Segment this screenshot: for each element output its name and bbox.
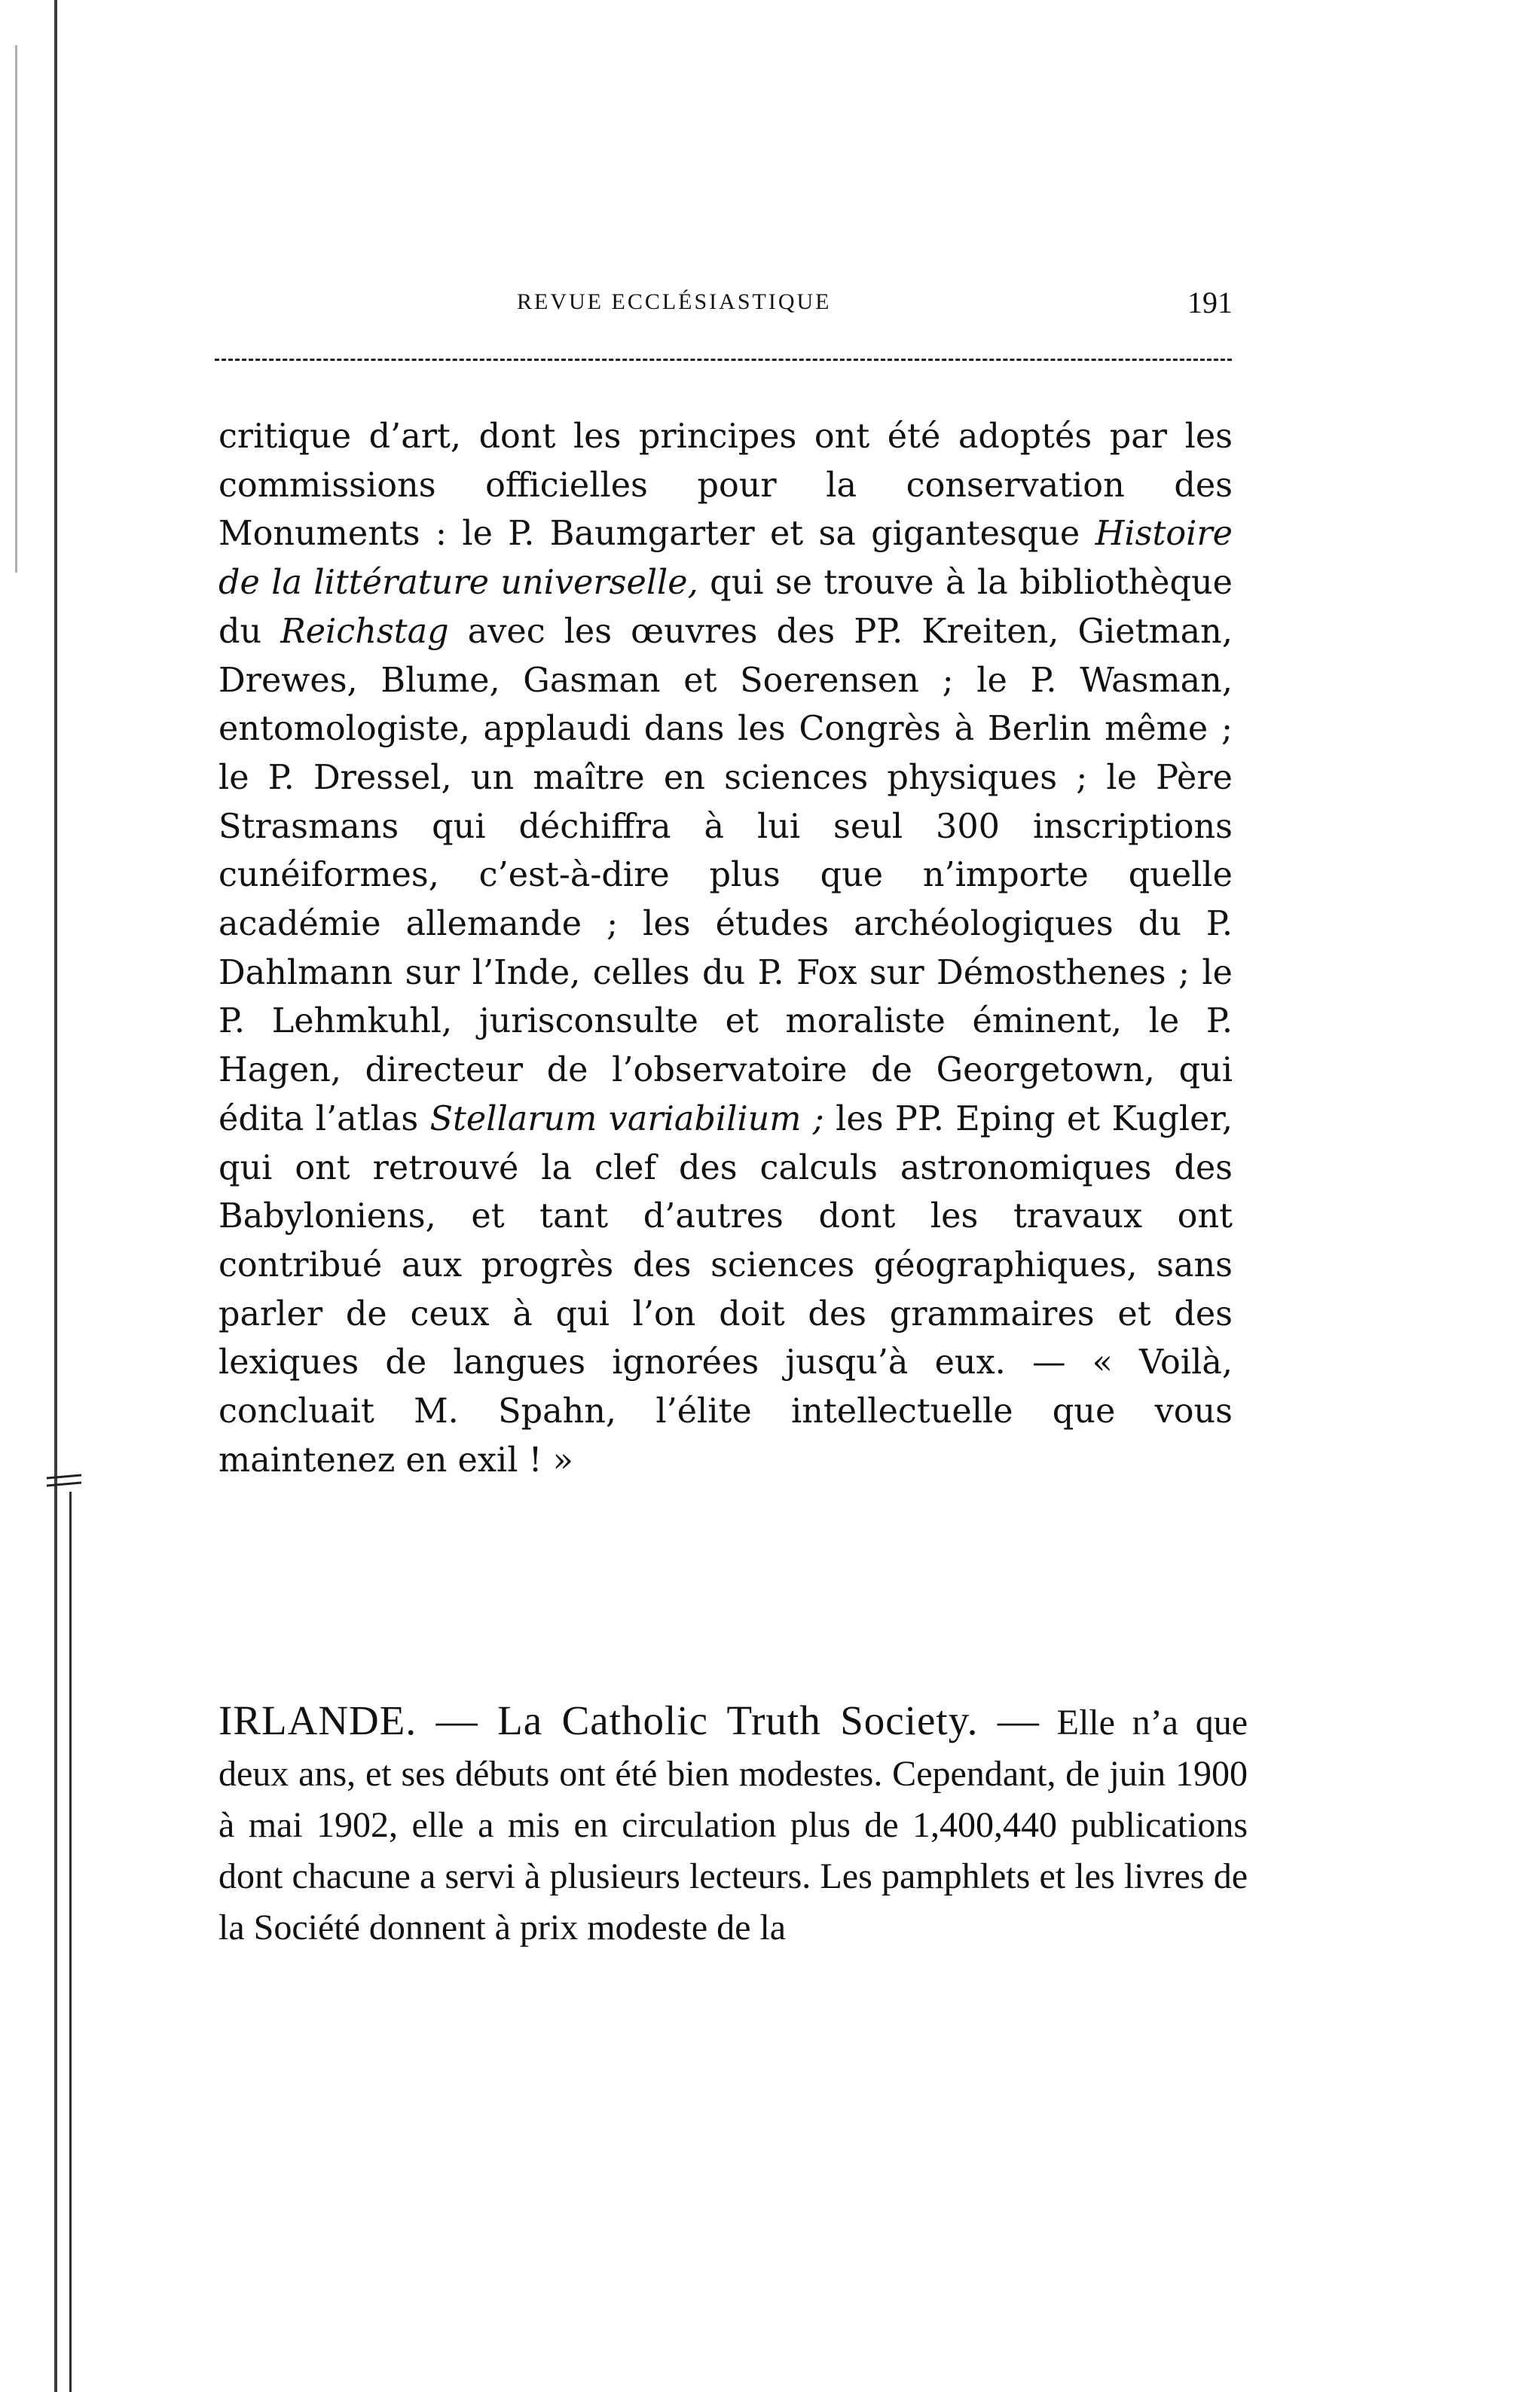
page-number: 191 (1187, 286, 1233, 319)
binding-edge-line-lower (69, 1492, 72, 2392)
atlas-title: Stellarum variabilium ; (429, 1099, 824, 1138)
paragraph-1-text-c: avec les œuvres des PP. Kreiten, Gietman, Drewes, Blume, Gasman et Soerensen ; le P. Wasman, entomologiste, applaudi dans les Congrès à Berlin même ; le P. Dressel, un maître en sciences physiques ; le Père Strasmans qui déchiffra à lui seul 300 inscriptions cunéiformes, c’est-à-dire plus que n’importe quelle académie allemande ; les études archéologiques du P. Dahlmann sur l’Inde, celles du P. Fox sur Démosthenes ; le P. Lehmkuhl, jurisconsulte et moraliste éminent, le P. Hagen, directeur de l’observatoire de Georgetown, qui édita l’atlas (218, 612, 1233, 1138)
running-title: REVUE ECCLÉSIASTIQUE (517, 289, 832, 314)
paragraph-2 (218, 1695, 1248, 1954)
binding-edge-shadow (15, 45, 17, 573)
paragraph-continuation (218, 413, 1233, 1485)
reichstag-name: Reichstag (280, 612, 449, 651)
section-irlande (218, 1695, 1248, 1954)
paragraph-1-text-d: les PP. Eping et Kugler, qui ont retrouvé la clef des calculs astronomiques des Babyloniens, et tant d’autres dont les travaux ont contribué aux progrès des sciences géographiques, sans parler de ceux à qui l’on doit des grammaires et des lexiques de langues ignorées jusqu’à eux. — « Voilà, concluait M. Spahn, l’élite intellectuelle que vous maintenez en exil ! » (218, 1099, 1233, 1480)
binding-mark-icon (45, 1462, 83, 1507)
paragraph-1-text-b: qui se trouve à la bibliothèque du (218, 564, 1233, 651)
binding-edge-line (54, 0, 57, 2392)
paragraph-2-text: Elle n’a que deux ans, et ses débuts ont été bien modestes. Cependant, de juin 1900 à mai 1902, elle a mis en circulation plus de 1,400,440 publications dont chacune a servi à plusieurs lecteurs. Les pamphlets et les livres de la Société donnent à prix modeste de la (218, 1703, 1248, 1948)
paragraph-1 (218, 413, 1233, 1485)
section-heading: IRLANDE. — La Catholic Truth Society. — (218, 1697, 1040, 1743)
running-head (223, 285, 1233, 330)
book-title-histoire: Histoire de la littérature universelle, (218, 515, 1233, 603)
paragraph-1-text-a: critique d’art, dont les principes ont été adoptés par les commissions officielles pour la conservation des Monuments : le P. Baumgarter et sa gigantesque (218, 417, 1233, 554)
header-rule (215, 359, 1232, 361)
